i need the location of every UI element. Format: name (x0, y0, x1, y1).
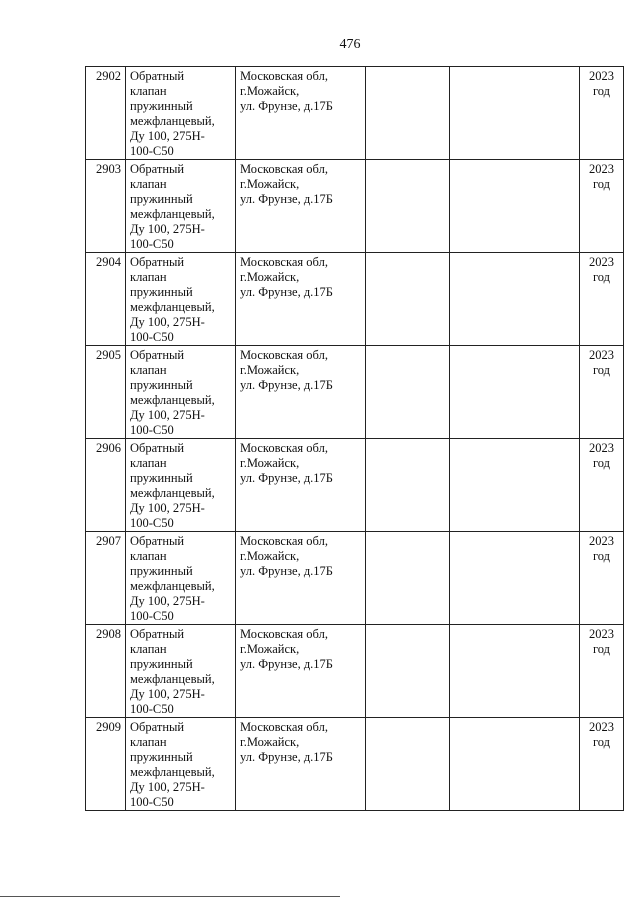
item-name-cell: Обратный клапан пружинный межфланцевый, Ду 100, 275Н- 100-С50 (126, 625, 236, 718)
address-cell: Московская обл, г.Можайск, ул. Фрунзе, д.17Б (236, 532, 366, 625)
address-cell: Московская обл, г.Можайск, ул. Фрунзе, д.17Б (236, 67, 366, 160)
address-cell: Московская обл, г.Можайск, ул. Фрунзе, д.17Б (236, 160, 366, 253)
address-cell: Московская обл, г.Можайск, ул. Фрунзе, д.17Б (236, 346, 366, 439)
year-cell: 2023 год (580, 532, 624, 625)
empty-cell (450, 532, 580, 625)
item-name-cell: Обратный клапан пружинный межфланцевый, Ду 100, 275Н- 100-С50 (126, 160, 236, 253)
row-number-cell: 2908 (86, 625, 126, 718)
item-name-cell: Обратный клапан пружинный межфланцевый, Ду 100, 275Н- 100-С50 (126, 532, 236, 625)
page-number: 476 (339, 37, 361, 52)
table-row (86, 625, 624, 718)
registry-table-body (86, 67, 624, 811)
year-cell: 2023 год (580, 253, 624, 346)
empty-cell (450, 253, 580, 346)
year-cell: 2023 год (580, 346, 624, 439)
empty-cell (366, 439, 450, 532)
year-cell: 2023 год (580, 718, 624, 811)
empty-cell (450, 625, 580, 718)
registry-table (85, 66, 624, 811)
table-row (86, 253, 624, 346)
row-number-cell: 2906 (86, 439, 126, 532)
empty-cell (366, 718, 450, 811)
item-name-cell: Обратный клапан пружинный межфланцевый, Ду 100, 275Н- 100-С50 (126, 718, 236, 811)
row-number-cell: 2904 (86, 253, 126, 346)
address-cell: Московская обл, г.Можайск, ул. Фрунзе, д.17Б (236, 718, 366, 811)
empty-cell (366, 532, 450, 625)
empty-cell (366, 253, 450, 346)
table-row (86, 160, 624, 253)
address-cell: Московская обл, г.Можайск, ул. Фрунзе, д.17Б (236, 253, 366, 346)
year-cell: 2023 год (580, 625, 624, 718)
empty-cell (450, 160, 580, 253)
empty-cell (366, 346, 450, 439)
empty-cell (366, 67, 450, 160)
item-name-cell: Обратный клапан пружинный межфланцевый, Ду 100, 275Н- 100-С50 (126, 67, 236, 160)
row-number-cell: 2902 (86, 67, 126, 160)
empty-cell (450, 439, 580, 532)
item-name-cell: Обратный клапан пружинный межфланцевый, Ду 100, 275Н- 100-С50 (126, 439, 236, 532)
table-row (86, 532, 624, 625)
table-row (86, 718, 624, 811)
table-row (86, 67, 624, 160)
row-number-cell: 2907 (86, 532, 126, 625)
table-row (86, 439, 624, 532)
year-cell: 2023 год (580, 67, 624, 160)
empty-cell (450, 718, 580, 811)
empty-cell (366, 160, 450, 253)
item-name-cell: Обратный клапан пружинный межфланцевый, Ду 100, 275Н- 100-С50 (126, 346, 236, 439)
address-cell: Московская обл, г.Можайск, ул. Фрунзе, д.17Б (236, 625, 366, 718)
bottom-divider (0, 896, 340, 897)
year-cell: 2023 год (580, 439, 624, 532)
empty-cell (450, 346, 580, 439)
address-cell: Московская обл, г.Можайск, ул. Фрунзе, д.17Б (236, 439, 366, 532)
item-name-cell: Обратный клапан пружинный межфланцевый, Ду 100, 275Н- 100-С50 (126, 253, 236, 346)
table-row (86, 346, 624, 439)
year-cell: 2023 год (580, 160, 624, 253)
row-number-cell: 2905 (86, 346, 126, 439)
empty-cell (450, 67, 580, 160)
row-number-cell: 2909 (86, 718, 126, 811)
row-number-cell: 2903 (86, 160, 126, 253)
empty-cell (366, 625, 450, 718)
